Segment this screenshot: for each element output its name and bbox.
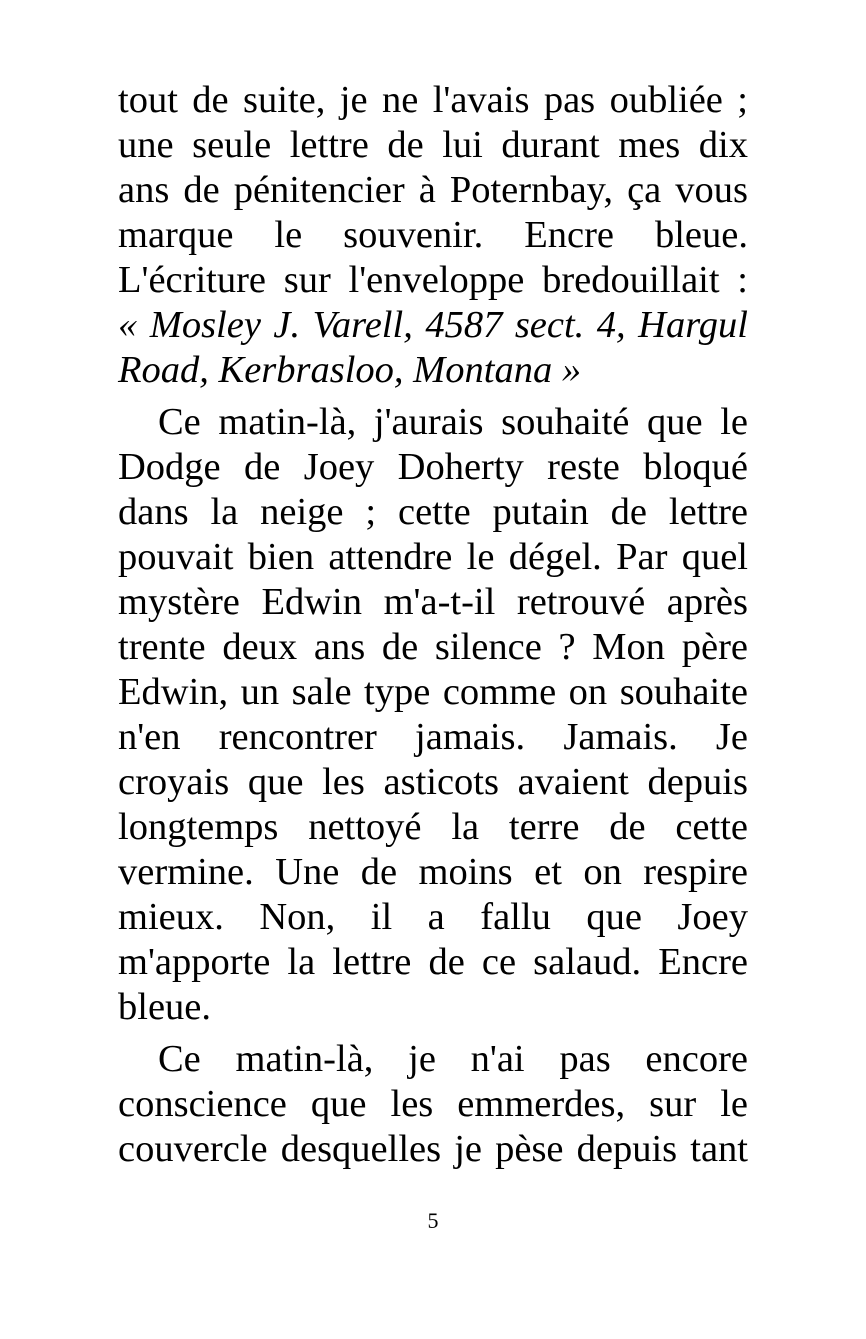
page-body (118, 78, 748, 1172)
text-line: Dodge de Joey Doherty reste bloqué (118, 446, 748, 488)
text-line: trente deux ans de silence ? Mon père (118, 626, 748, 668)
text-line: m'apporte la lettre de ce salaud. Encre (118, 941, 748, 983)
text-line: mieux. Non, il a fallu que Joey (118, 896, 748, 938)
text-line: pouvait bien attendre le dégel. Par quel (118, 536, 748, 578)
text-line: couvercle desquelles je pèse depuis tant (118, 1128, 748, 1170)
text-line: mystère Edwin m'a-t-il retrouvé après (118, 581, 748, 623)
paragraph-3 (118, 1037, 748, 1172)
text-line: conscience que les emmerdes, sur le (118, 1083, 748, 1125)
text-line: bleue. (118, 986, 211, 1028)
text-line: croyais que les asticots avaient depuis (118, 761, 748, 803)
text-line: longtemps nettoyé la terre de cette (118, 806, 748, 848)
paragraph-2 (118, 400, 748, 1030)
text-line: n'en rencontrer jamais. Jamais. Je (118, 716, 748, 758)
text-line: Edwin, un sale type comme on souhaite (118, 671, 748, 713)
text-line: Ce matin-là, je n'ai pas encore (158, 1038, 748, 1080)
text-line: Ce matin-là, j'aurais souhaité que le (158, 401, 748, 443)
paragraph-1 (118, 78, 748, 393)
address-line: Road, Kerbrasloo, Montana » (118, 349, 582, 391)
text-line: tout de suite, je ne l'avais pas oubliée ; (118, 79, 748, 121)
address-line: « Mosley J. Varell, 4587 sect. 4, Hargul (118, 304, 748, 346)
page-number: 5 (427, 1208, 439, 1233)
text-line: dans la neige ; cette putain de lettre (118, 491, 748, 533)
text-line: une seule lettre de lui durant mes dix (118, 124, 748, 166)
text-line: L'écriture sur l'enveloppe bredouillait : (118, 259, 748, 301)
text-line: marque le souvenir. Encre bleue. (118, 214, 748, 256)
text-line: ans de pénitencier à Poternbay, ça vous (118, 169, 748, 211)
text-line: vermine. Une de moins et on respire (118, 851, 748, 893)
